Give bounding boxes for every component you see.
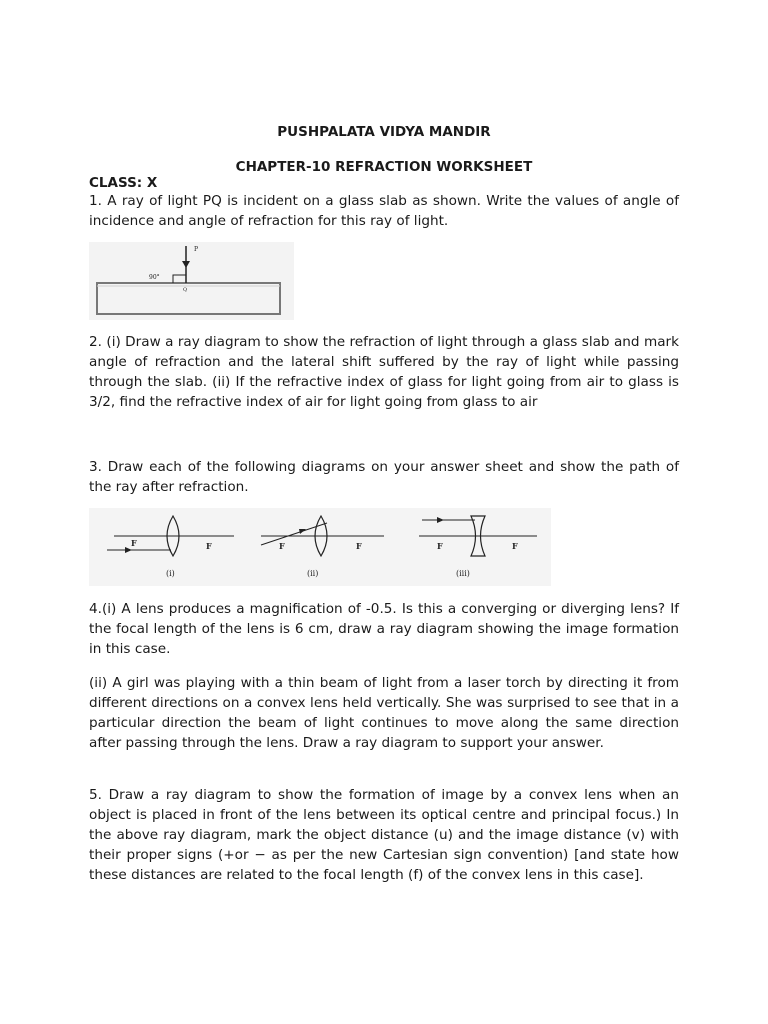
figure-background [89,242,294,320]
question-3: 3. Draw each of the following diagrams on your answer sheet and show the path of the ray after refraction. [89,459,679,495]
caption-iii: (iii) [456,569,470,578]
worksheet-title: CHAPTER-10 REFRACTION WORKSHEET [235,159,533,175]
school-name: PUSHPALATA VIDYA MANDIR [277,124,491,140]
focus-right: F [206,541,212,551]
question-5: 5. Draw a ray diagram to show the formation of image by a convex lens when an object is placed in front of the lens between its optical centre and principal focus.) In the above ray diagram, mark the object distance (u) and the image distance (v) with their proper signs (+or − as per the new Cartesian sign convention) [and state how these distances are related to the focal length (f) of the convex lens in this case]. [89,787,679,883]
caption-ii: (ii) [307,569,319,578]
label-p: P [194,246,199,253]
class-label: CLASS: X [89,175,158,191]
label-q: Q [183,287,188,293]
focus-left: F [279,541,285,551]
question-1: 1. A ray of light PQ is incident on a glass slab as shown. Write the values of angle of incidence and angle of refraction for this ray of light. [89,193,679,229]
label-angle: 90° [149,274,160,281]
question-2: 2. (i) Draw a ray diagram to show the refraction of light through a glass slab and mark angle of refraction and the lateral shift suffered by the ray of light while passing through the slab. (ii) If the refractive index of glass for light going from air to glass is 3/2, find the refractive index of air for light going from glass to air [89,334,679,410]
focus-right: F [356,541,362,551]
glass-slab-figure [89,242,294,320]
caption-i: (i) [166,569,175,578]
lens-diagrams-figure [89,508,551,586]
question-4-part-2: (ii) A girl was playing with a thin beam of light from a laser torch by directing it from different directions on a convex lens held vertically. She was surprised to see that in a particular direction the beam of light continues to move along the same direction after passing through the lens. Draw a ray diagram to support your answer. [89,675,679,751]
focus-left: F [131,538,137,548]
focus-left: F [437,541,443,551]
focus-right: F [512,541,518,551]
question-4-part-1: 4.(i) A lens produces a magnification of -0.5. Is this a converging or diverging lens? If the focal length of the lens is 6 cm, draw a ray diagram showing the image formation in this case. [89,601,679,657]
